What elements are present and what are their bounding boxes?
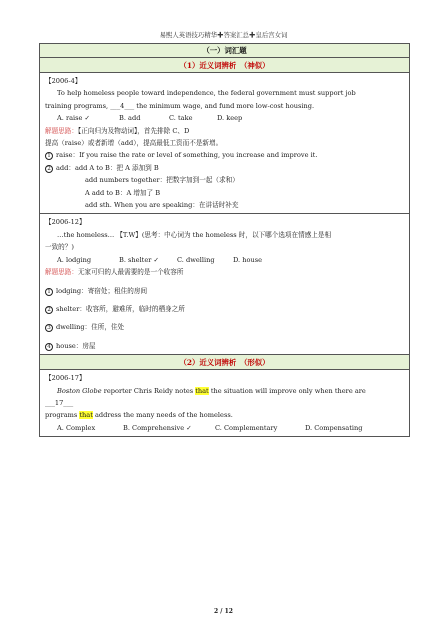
question-stem-line: …the homeless… 【T.W】(思考：中心词为 the homeless 时，以下哪个选项在情感上是相 xyxy=(57,230,332,239)
question-stem-line: 一致的？) xyxy=(45,243,74,252)
tip-label: 解题思路： xyxy=(45,268,78,277)
circled-number-icon: 4 xyxy=(45,343,53,351)
meaning-item xyxy=(45,340,404,352)
meaning-text: add：add A to B：把 A 添加到 B xyxy=(56,163,159,172)
meaning-item xyxy=(45,162,404,174)
question-stem-line: training programs, ___4___ the minimum wage, and fund more low-cost housing. xyxy=(45,101,315,110)
page-body xyxy=(39,43,410,437)
question-2006-17 xyxy=(40,370,409,436)
answer-options xyxy=(45,254,404,266)
meaning-item xyxy=(45,149,404,161)
circled-number-icon: 3 xyxy=(45,324,53,332)
usage-line: add sth. When you are speaking：在讲话时补充 xyxy=(85,201,239,210)
tip-text: 无家可归的人最需要的是一个收容所 xyxy=(77,268,184,277)
option-a: A. Complex xyxy=(57,423,96,432)
meaning-item xyxy=(45,303,404,315)
meaning-item xyxy=(45,321,404,333)
meaning-text: raise：If you raise the rate or level of something, you increase and improve it. xyxy=(56,151,318,160)
option-c: C. Complementary xyxy=(215,423,278,432)
question-stem-line: programs that address the many needs of the homeless. xyxy=(45,411,233,420)
meaning-text: dwelling：住所，住处 xyxy=(56,323,125,332)
option-d: D. house xyxy=(233,255,262,264)
usage-line: A add to B：A 增加了 B xyxy=(85,188,161,197)
circled-number-icon: 1 xyxy=(45,288,53,296)
option-d: D. Compensating xyxy=(305,423,363,432)
highlighted-word: that xyxy=(195,386,209,395)
question-2006-4 xyxy=(40,73,409,214)
question-blank: ___17___ xyxy=(45,398,74,407)
question-tag: 【2006-12】 xyxy=(45,218,86,227)
subsection-title-synonyms-meaning: （1）近义词辨析 （神似） xyxy=(40,58,409,73)
circled-number-icon: 1 xyxy=(45,152,53,160)
question-stem-line: To help homeless people toward independence, the federal government must support job xyxy=(57,89,356,98)
circled-number-icon: 2 xyxy=(45,165,53,173)
option-c: C. dwelling xyxy=(177,255,215,264)
highlighted-word: that xyxy=(79,411,93,420)
content-frame xyxy=(39,43,410,437)
option-a: A. raise ✓ xyxy=(57,114,91,123)
meaning-text: house：房屋 xyxy=(56,341,96,350)
option-d: D. keep xyxy=(217,114,243,123)
meaning-item xyxy=(45,285,404,297)
option-c: C. take xyxy=(169,114,193,123)
tip-label: 解题思路： xyxy=(45,126,78,135)
meaning-text: lodging：寄宿处；租住的房间 xyxy=(56,286,148,295)
publication-name: Boston Globe xyxy=(57,386,102,395)
option-a: A. lodging xyxy=(57,255,92,264)
answer-options xyxy=(45,422,404,434)
option-b: B. shelter ✓ xyxy=(119,255,160,264)
option-b: B. add xyxy=(119,114,141,123)
subsection-title-synonyms-form: （2）近义词辨析 （形似） xyxy=(40,355,409,370)
meaning-text: shelter：收容所，避难所，临时的栖身之所 xyxy=(56,304,185,313)
tip-text: 【正向归为及物动词】，首先排除 C、D xyxy=(77,126,190,135)
question-2006-12 xyxy=(40,214,409,355)
question-tag: 【2006-17】 xyxy=(45,374,86,383)
answer-options xyxy=(45,112,404,124)
question-stem-line: Boston Globe reporter Chris Reidy notes that the situation will improve only when there are xyxy=(57,386,366,395)
page-number: 2 / 12 xyxy=(214,608,233,615)
solution-tip xyxy=(45,125,404,137)
option-b: B. Comprehensive ✓ xyxy=(123,423,192,432)
running-header: 易熙人英语技巧精华✚答案汇总✚皇后宫女词 xyxy=(159,31,288,39)
solution-tip xyxy=(45,266,404,278)
section-title: （一）词汇题 xyxy=(40,44,409,58)
circled-number-icon: 2 xyxy=(45,306,53,314)
analysis-note: 提高（raise）或者新增（add），提高最低工资而不是新增。 xyxy=(45,139,223,148)
usage-line: add numbers together：把数字加到一起（求和） xyxy=(85,176,239,185)
question-tag: 【2006-4】 xyxy=(45,77,82,85)
